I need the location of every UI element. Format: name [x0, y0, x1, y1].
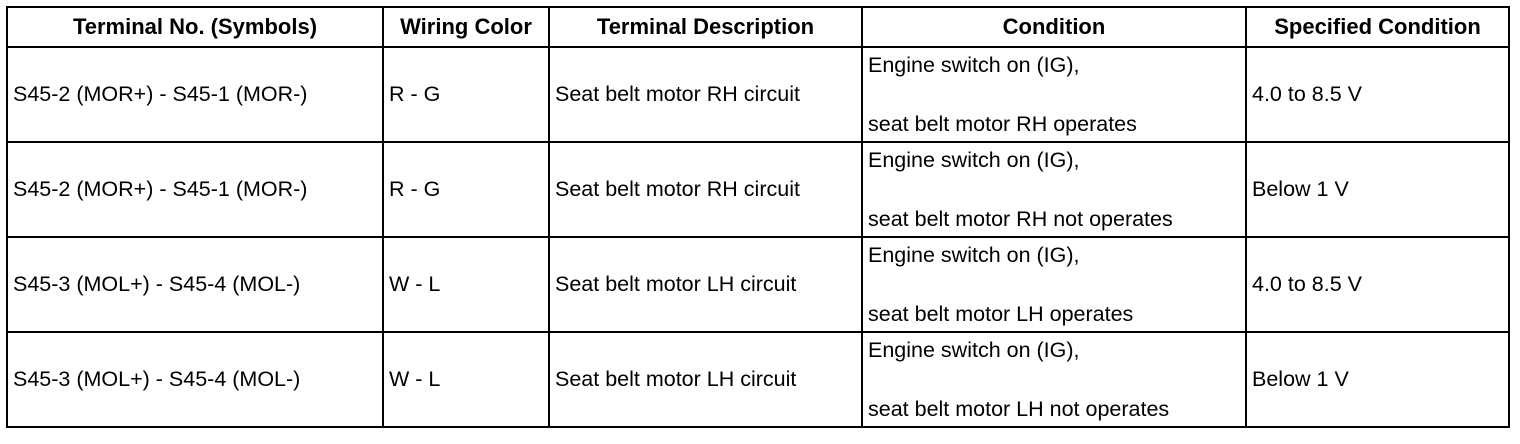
cell-condition [862, 237, 1246, 332]
cell-specified-condition: 4.0 to 8.5 V [1246, 237, 1509, 332]
cell-condition [862, 332, 1246, 427]
cell-description: Seat belt motor RH circuit [549, 142, 862, 237]
cell-description: Seat belt motor LH circuit [549, 237, 862, 332]
cell-condition [862, 47, 1246, 142]
cell-wiring-color: W - L [383, 237, 549, 332]
condition-line-2: seat belt motor RH operates [868, 111, 1137, 136]
cell-specified-condition: 4.0 to 8.5 V [1246, 47, 1509, 142]
header-terminal: Terminal No. (Symbols) [7, 7, 383, 47]
cell-specified-condition: Below 1 V [1246, 142, 1509, 237]
cell-condition [862, 142, 1246, 237]
spec-table-container [6, 6, 1510, 428]
header-wiring-color: Wiring Color [383, 7, 549, 47]
cell-specified-condition: Below 1 V [1246, 332, 1509, 427]
cell-description: Seat belt motor LH circuit [549, 332, 862, 427]
table-row [7, 237, 1509, 332]
header-terminal-description: Terminal Description [549, 7, 862, 47]
condition-line-2: seat belt motor LH operates [868, 301, 1134, 326]
condition-line-2: seat belt motor LH not operates [868, 396, 1170, 421]
condition-line-1: Engine switch on (IG), [868, 52, 1080, 77]
cell-wiring-color: R - G [383, 47, 549, 142]
terminal-spec-table [6, 6, 1510, 428]
condition-line-1: Engine switch on (IG), [868, 242, 1080, 267]
cell-wiring-color: R - G [383, 142, 549, 237]
table-row [7, 332, 1509, 427]
condition-line-1: Engine switch on (IG), [868, 147, 1080, 172]
cell-description: Seat belt motor RH circuit [549, 47, 862, 142]
cell-terminal: S45-3 (MOL+) - S45-4 (MOL-) [7, 332, 383, 427]
condition-line-1: Engine switch on (IG), [868, 337, 1080, 362]
table-header-row [7, 7, 1509, 47]
cell-wiring-color: W - L [383, 332, 549, 427]
table-row [7, 47, 1509, 142]
cell-terminal: S45-3 (MOL+) - S45-4 (MOL-) [7, 237, 383, 332]
header-specified-condition: Specified Condition [1246, 7, 1509, 47]
header-condition: Condition [862, 7, 1246, 47]
cell-terminal: S45-2 (MOR+) - S45-1 (MOR-) [7, 47, 383, 142]
table-row [7, 142, 1509, 237]
condition-line-2: seat belt motor RH not operates [868, 206, 1173, 231]
cell-terminal: S45-2 (MOR+) - S45-1 (MOR-) [7, 142, 383, 237]
